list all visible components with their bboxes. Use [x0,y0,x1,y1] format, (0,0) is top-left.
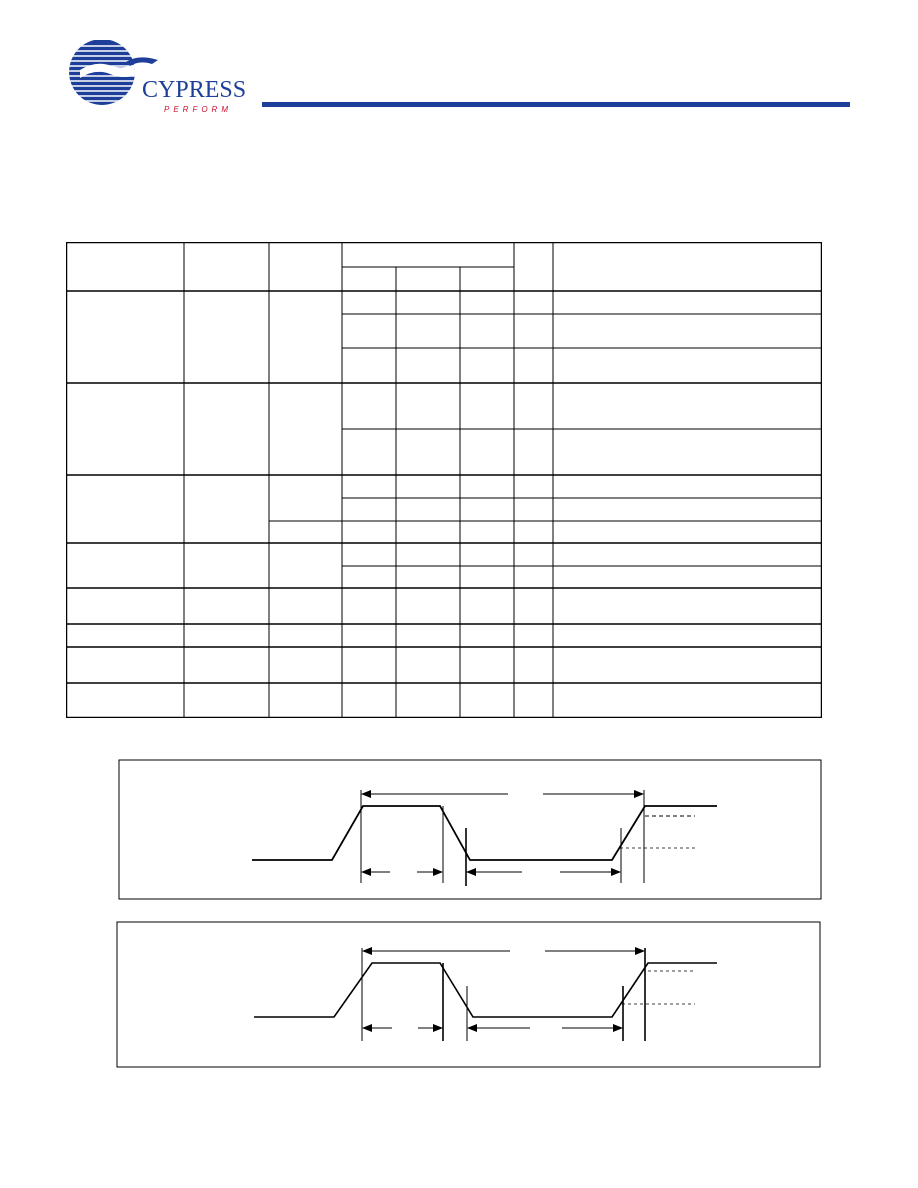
waveform-frame [117,922,820,1067]
waveform-panel-upper [119,760,821,899]
brand-tagline: PERFORM [164,105,232,114]
waveform-trace [252,806,717,860]
waveform-panel-lower [117,922,820,1067]
waveform-trace [254,963,717,1017]
waveform-frame [119,760,821,899]
brand-wordmark: CYPRESS [142,77,247,103]
